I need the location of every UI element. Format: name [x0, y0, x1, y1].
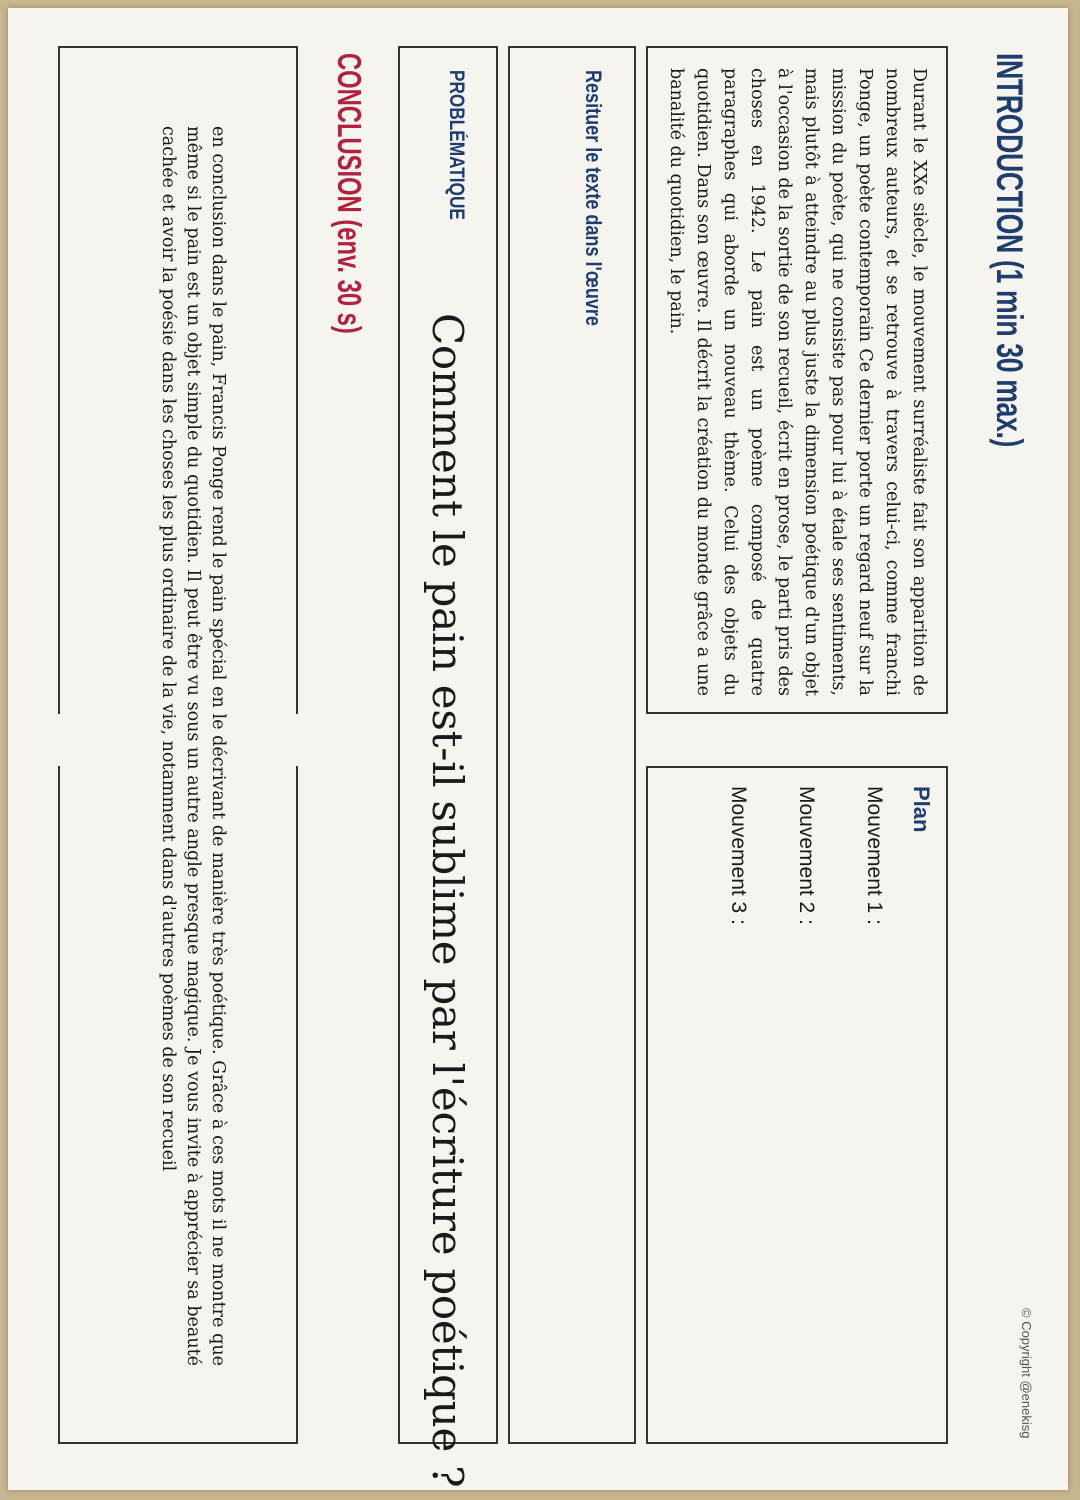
- problematique-title: PROBLÉMATIQUE: [445, 70, 468, 220]
- introduction-title: INTRODUCTION (1 min 30 max.): [989, 53, 1030, 448]
- problematique-question: Comment le pain est-il sublime par l'écriture poétique ?: [423, 313, 472, 1488]
- introduction-text: Durant le XXe siècle, le mouvement surréaliste fait son apparition de nombreux auteurs, et se retrouve à travers celui-ci, comme franchi Ponge, un poète contemporain Ce dernier porte un regard neuf sur la mission du poète, qui ne consiste pas pour lui à étale ses sentiments, mais plutôt à atteindre au plus juste la dimension poétique d'un objet à l'occasion de la sortie de son recueil, écrit en prose, le parti pris des choses en 1942. Le pain est un poème composé de quatre paragraphes qui aborde un nouveau thème. Celui des objets du quotidien. Dans son œuvre. Il décrit la création du monde grâce a une banalité du quotidien, le pain.: [666, 68, 929, 696]
- plan-item-3: Mouvement 3 :: [727, 786, 750, 925]
- resituer-box: [508, 46, 636, 1444]
- resituer-title: Resituer le texte dans l'œuvre: [581, 70, 606, 326]
- plan-item-1: Mouvement 1 :: [863, 786, 886, 925]
- document-sheet: [8, 8, 1068, 1490]
- rotated-page: [8, 8, 1068, 1490]
- plan-title: Plan: [909, 786, 934, 833]
- introduction-box: [646, 46, 948, 714]
- conclusion-text: en conclusion dans le pain, Francis Ponge rend le pain spécial en le décrivant de manière très poétique. Grâce à ces mots il ne montre que même si le pain est un objet simple du quotidien. Il peut être vu sous un autre angle presque magique. Je vous invite à apprécier sa beauté cachée et avoir la poésie dans les choses les plus ordinaire de la vie, notamment dans d'autres poèmes de son recueil: [158, 126, 228, 1366]
- plan-item-2: Mouvement 2 :: [795, 786, 818, 925]
- conclusion-title: CONCLUSION (env. 30 s): [331, 53, 368, 334]
- plan-box: [646, 766, 948, 1444]
- copyright-notice: © Copyright @enekisg: [1019, 1308, 1034, 1439]
